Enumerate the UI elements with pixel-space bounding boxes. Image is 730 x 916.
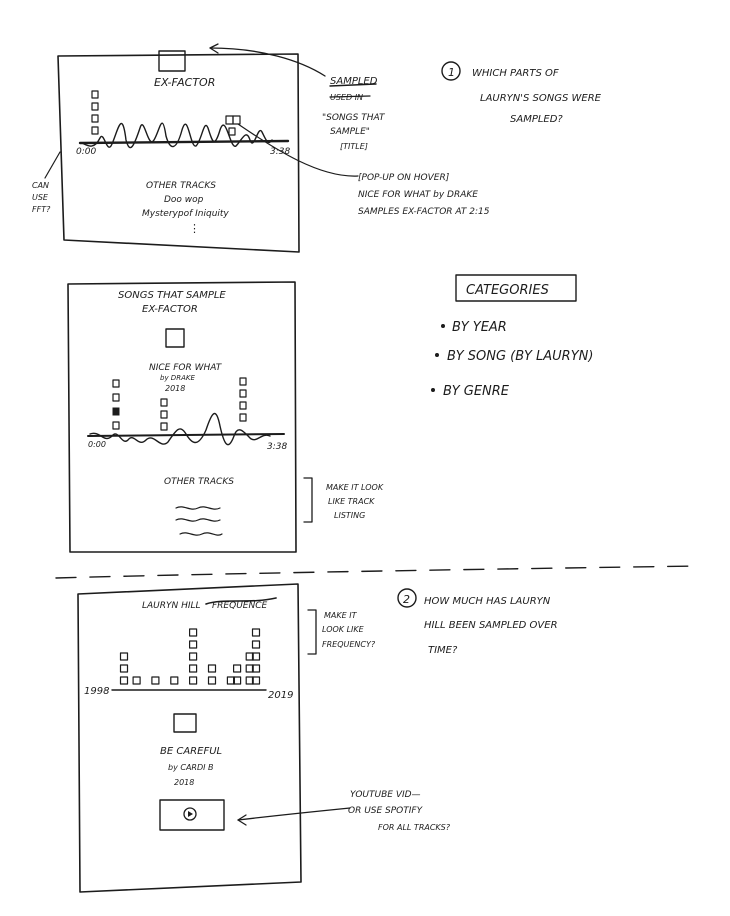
side-note-line: CAN xyxy=(32,181,50,190)
timeline-axis xyxy=(80,141,288,143)
bullet xyxy=(431,388,435,392)
panel-ex-factor xyxy=(32,51,299,252)
sample-square[interactable] xyxy=(113,422,119,429)
sampling-song-year: 2018 xyxy=(165,384,186,393)
waveform xyxy=(82,123,272,147)
question-line: WHICH PARTS OF xyxy=(472,68,559,79)
side-note-arrow xyxy=(45,152,60,178)
other-tracks-label: OTHER TRACKS xyxy=(146,181,216,191)
question-line: TIME? xyxy=(428,645,458,656)
panel-title-line: EX-FACTOR xyxy=(142,304,198,315)
frequency-bar-square[interactable] xyxy=(253,641,260,648)
annotations-panel-3 xyxy=(238,790,451,832)
cover-art-placeholder xyxy=(166,329,184,347)
sampling-song-artist: by DRAKE xyxy=(160,374,195,382)
question-1 xyxy=(442,62,602,125)
question-line: HILL BEEN SAMPLED OVER xyxy=(424,620,558,631)
time-end: 3:38 xyxy=(270,147,291,157)
frequency-bar-square[interactable] xyxy=(121,677,128,684)
panel-songs-that-sample xyxy=(68,282,384,552)
section-divider xyxy=(56,566,700,578)
question-line: SAMPLED? xyxy=(510,114,563,125)
question-number: 2 xyxy=(403,593,410,606)
sample-stack-left xyxy=(113,380,119,429)
sample-stack-left xyxy=(92,91,98,134)
sample-square[interactable] xyxy=(226,116,233,124)
bracket xyxy=(308,610,316,654)
panel-title-line: SONGS THAT SAMPLE xyxy=(118,290,226,301)
categories-heading: CATEGORIES xyxy=(466,283,549,298)
bracket xyxy=(304,478,312,522)
sample-square[interactable] xyxy=(161,411,167,418)
x-tick-end: 2019 xyxy=(268,690,294,701)
popup-note: [POP-UP ON HOVER] xyxy=(358,173,450,183)
sample-square[interactable] xyxy=(92,115,98,122)
panel-title: LAURYN HILL xyxy=(142,601,201,611)
songs-that-sample-line: SAMPLE" xyxy=(330,127,370,137)
frequency-bar-square[interactable] xyxy=(152,677,159,684)
question-2 xyxy=(398,589,558,656)
cover-art-placeholder xyxy=(159,51,185,71)
sample-square[interactable] xyxy=(161,399,167,406)
frequency-bar-square[interactable] xyxy=(171,677,178,684)
frequency-chart xyxy=(121,629,260,684)
question-line: HOW MUCH HAS LAURYN xyxy=(424,596,551,607)
time-end: 3:38 xyxy=(267,442,288,452)
other-tracks-label: OTHER TRACKS xyxy=(164,477,234,487)
frequency-bar-square[interactable] xyxy=(209,665,216,672)
category-item[interactable]: BY GENRE xyxy=(443,384,510,399)
sample-square[interactable] xyxy=(233,116,240,124)
frequency-bar-square[interactable] xyxy=(209,677,216,684)
video-note: FOR ALL TRACKS? xyxy=(378,823,451,832)
title-placeholder: [TITLE] xyxy=(340,142,368,151)
track-scribble[interactable] xyxy=(176,519,220,521)
video-note: YOUTUBE VID— xyxy=(350,790,421,800)
frequency-bar-square[interactable] xyxy=(190,629,197,636)
side-note-line: FFT? xyxy=(32,205,51,214)
frequency-bar-square[interactable] xyxy=(234,665,241,672)
track-scribble[interactable] xyxy=(176,507,220,509)
track-item[interactable]: Mysterypof Iniquity xyxy=(142,209,229,219)
sample-square[interactable] xyxy=(92,103,98,110)
time-start: 0:00 xyxy=(76,147,97,157)
panel-2-frame xyxy=(68,282,296,552)
video-player[interactable] xyxy=(160,800,224,830)
song-title: EX-FACTOR xyxy=(154,76,216,89)
songs-that-sample-line: "SONGS THAT xyxy=(322,113,385,123)
sample-square[interactable] xyxy=(161,423,167,430)
frequency-bar-square[interactable] xyxy=(190,653,197,660)
side-note-line: USE xyxy=(32,193,48,202)
x-tick-start: 1998 xyxy=(84,686,110,697)
frequency-bar-square[interactable] xyxy=(133,677,140,684)
frequency-bar-square[interactable] xyxy=(190,677,197,684)
popup-note: SAMPLES EX-FACTOR AT 2:15 xyxy=(358,207,490,217)
category-item[interactable]: BY SONG (BY LAURYN) xyxy=(447,349,594,364)
bullet xyxy=(441,324,445,328)
question-line: LAURYN'S SONGS WERE xyxy=(480,93,601,104)
panel-3-note: FREQUENCY? xyxy=(322,640,376,649)
panel-3-note: MAKE IT xyxy=(324,611,357,620)
question-number: 1 xyxy=(448,66,455,79)
arrow-to-video xyxy=(238,808,350,820)
panel-2-note: MAKE IT LOOK xyxy=(326,483,384,492)
sample-square[interactable] xyxy=(240,378,246,385)
arrow-to-cover xyxy=(210,48,325,76)
frequency-bar-square[interactable] xyxy=(190,665,197,672)
sample-stack-middle xyxy=(161,399,167,430)
category-item[interactable]: BY YEAR xyxy=(452,320,507,335)
sampled-label: SAMPLED xyxy=(330,76,378,87)
time-start: 0:00 xyxy=(88,440,106,449)
popup-note: NICE FOR WHAT by DRAKE xyxy=(358,190,478,200)
categories-block xyxy=(431,275,593,399)
video-note: OR USE SPOTIFY xyxy=(348,806,423,816)
sample-stack-right xyxy=(240,378,246,421)
track-scribble[interactable] xyxy=(180,533,222,535)
frequency-bar-square[interactable] xyxy=(253,629,260,636)
sample-square[interactable] xyxy=(240,414,246,421)
more-tracks-ellipsis: ⋮ xyxy=(189,222,200,235)
sampling-song-title: NICE FOR WHAT xyxy=(149,363,222,373)
play-triangle-icon xyxy=(188,811,193,817)
track-item[interactable]: Doo wop xyxy=(164,195,204,205)
featured-song-year: 2018 xyxy=(174,778,195,787)
frequency-bar-square[interactable] xyxy=(121,665,128,672)
sample-square[interactable] xyxy=(92,91,98,98)
sample-square[interactable] xyxy=(113,380,119,387)
used-in-label: USED IN xyxy=(330,93,364,102)
sample-square[interactable] xyxy=(229,128,235,135)
sample-square[interactable] xyxy=(240,390,246,397)
featured-song-title: BE CAREFUL xyxy=(160,746,223,757)
cover-art-placeholder xyxy=(174,714,196,732)
panel-2-note: LIKE TRACK xyxy=(328,497,375,506)
panel-2-note: LISTING xyxy=(334,511,366,520)
bullet xyxy=(435,353,439,357)
sample-square[interactable] xyxy=(240,402,246,409)
sample-square[interactable] xyxy=(92,127,98,134)
frequency-bar-square[interactable] xyxy=(190,641,197,648)
sample-square[interactable] xyxy=(113,394,119,401)
frequency-bar-square[interactable] xyxy=(121,653,128,660)
featured-song-artist: by CARDI B xyxy=(168,763,214,772)
panel-lauryn-hill-frequency xyxy=(78,584,376,892)
sample-square-selected[interactable] xyxy=(113,408,119,415)
panel-3-note: LOOK LIKE xyxy=(322,625,364,634)
panel-title-struck: FREQUENCE xyxy=(212,601,268,611)
